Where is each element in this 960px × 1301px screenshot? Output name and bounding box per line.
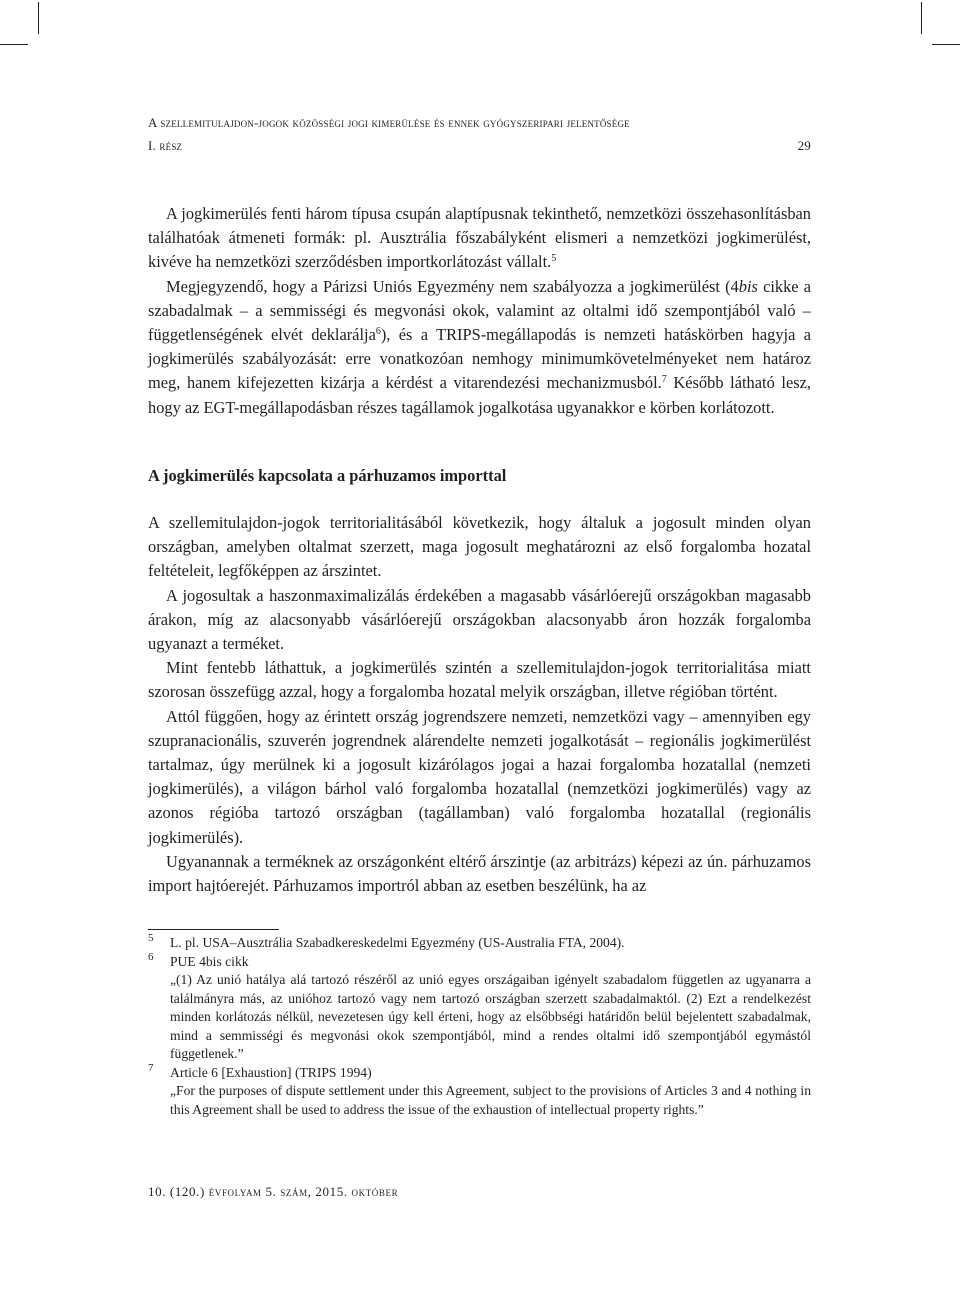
footnote-number: 5 [148, 932, 154, 944]
footnote [148, 950, 811, 1064]
section-heading: A jogkimerülés kapcsolata a párhuzamos importtal [148, 466, 507, 485]
crop-mark-top-right-v [921, 2, 922, 34]
running-header-part: I. rész [148, 138, 183, 153]
crop-mark-top-right-h [932, 44, 960, 45]
paragraph: Megjegyzendő, hogy a Párizsi Uniós Egyezmény nem szabályozza a jogkimerülést (4bis cikke a szabadalmak – a semmisségi és megvonási okok, valamint az oltalmi idő szempontjából való – függetlenségének elvét deklarálja$^6$), és a TRIPS-megállapodás is nemzeti hatáskörben hagyja a jogkimerülés szabályozását: erre vonatkozóan nemhogy minimumkövetelményeket nem határoz meg, hanem kifejezetten kizárja a kérdést a vitarendezési mechanizmusból.$^7$ Később látható lesz, hogy az EGT-megállapodásban részes tagállamok jogalkotása ugyanakkor e körben korlátozott. [148, 276, 812, 417]
running-header-title: A szellemitulajdon-jogok közösségi jogi kimerülése és ennek gyógyszeripari jelentősége [148, 115, 630, 130]
footnote [148, 1061, 811, 1120]
footnote-text: L. pl. USA–Ausztrália Szabadkereskedelmi Egyezmény (US-Australia FTA, 2004). [170, 935, 625, 950]
paragraph: A jogkimerülés fenti három típusa csupán alaptípusnak tekinthető, nemzetközi összehasonlításban találhatóak átmeneti formák: pl. Ausztrália főszabályként elismeri a nemzetközi jogkimerülést, kivéve ha nemzetközi szerződésben importkorlátozást vállalt.$^5$ [148, 204, 811, 272]
footnote-ref[interactable]: 6 [375, 326, 381, 338]
paragraph: A szellemitulajdon-jogok territorialitásából következik, hogy általuk a jogosult minden olyan országban, amelyben oltalmat szerzett, maga jogosult meghatározni az első forgalomba hozatal feltételeit, legfőképpen az árszintet. [148, 513, 811, 581]
footnote-number: 7 [148, 1061, 154, 1074]
paragraph: Mint fentebb láthattuk, a jogkimerülés szintén a szellemitulajdon-jogok territorialitása miatt szorosan összefügg azzal, hogy a forgalomba hozatal melyik országban, illetve régióban történt. [148, 658, 811, 702]
intro-text [148, 202, 811, 420]
paragraph: Ugyanannak a terméknek az országonként eltérő árszintje (az arbitrázs) képezi az ún. párhuzamos import hajtóerejét. Párhuzamos importról abban az esetben beszélünk, ha az [148, 851, 811, 896]
footnote-text: PUE 4bis cikk [170, 953, 249, 969]
crop-mark-top-left-h [0, 44, 28, 45]
page-footer: 10. (120.) évfolyam 5. szám, 2015. október [148, 1184, 399, 1199]
running-header [148, 111, 811, 157]
footnote-ref[interactable]: 5 [551, 253, 557, 265]
footnote-quote: „(1) Az unió hatálya alá tartozó részéről az unió egyes országaiban igényelt szabadalom független az ugyanarra a találmányra más, az unióhoz tartozó vagy nem tartozó országban szerzett szabadalmaktól. (2) Ezt a rendelkezést minden korlátozás nélkül, nevezetesen úgy kell érteni, hogy az elsőbbségi határidőn belül bejelentett szabadalmak, mind a semmisségi és megvonási okok szempontjából, mind a rendes oltalmi idő szempontjából egymástól függetlenek.” [170, 972, 811, 1061]
footnote [148, 934, 811, 953]
paragraph: A jogosultak a haszonmaximalizálás érdekében a magasabb vásárlóerejű országokban magasabb árakon, míg az alacsonyabb vásárlóerejű országokban alacsonyabb áron hozzák forgalomba ugyanazt a terméket. [148, 585, 811, 654]
footnote-divider [148, 929, 279, 930]
footnote-quote: „For the purposes of dispute settlement under this Agreement, subject to the provisions of Articles 3 and 4 nothing in this Agreement shall be used to address the issue of the exhaustion of intellectual property rights.” [170, 1083, 811, 1117]
crop-mark-top-left-v [38, 2, 39, 34]
footnote-text: Article 6 [Exhaustion] (TRIPS 1994) [170, 1064, 372, 1080]
footnote-number: 6 [148, 950, 154, 963]
paragraph: Attól függően, hogy az érintett ország jogrendszere nemzeti, nemzetközi vagy – amennyiben egy szupranacionális, szuverén jogrendnek alárendelte nemzeti jogalkotását – regionális jogkimerülést tartalmaz, úgy merülnek ki a jogosult kizárólagos jogai a hazai forgalomba hozatallal (nemzeti jogkimerülés), a világon bárhol való forgalomba hozatallal (nemzetközi jogkimerülés) vagy az azonos régióba tartozó országban (tagállamban) való forgalomba hozatallal (regionális jogkimerülés). [148, 706, 811, 847]
page-number: 29 [797, 138, 811, 153]
section-text [148, 511, 811, 898]
footnote-ref[interactable]: 7 [661, 374, 667, 386]
footnotes [148, 934, 811, 1119]
